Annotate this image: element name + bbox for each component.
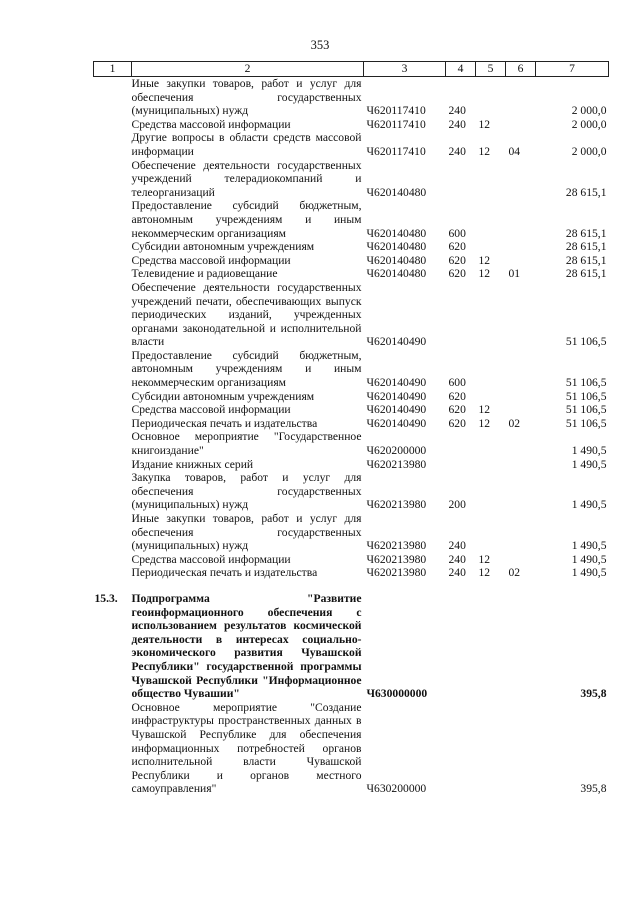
- row-number: [94, 281, 132, 349]
- row-col-5: 12: [478, 566, 491, 580]
- row-col-4: 240: [448, 117, 466, 131]
- row-amount: 2 000,0: [571, 144, 607, 158]
- row-col-6: 01: [508, 267, 521, 281]
- row-col-5: 12: [478, 403, 491, 417]
- row-name: Предоставление субсидий бюджетным, автономным учреждениям и иным некоммерческим организациям: [131, 348, 362, 390]
- table-row: [94, 267, 609, 281]
- row-number: [94, 159, 132, 200]
- row-amount: 51 106,5: [565, 376, 607, 390]
- row-name: Периодическая печать и издательства: [131, 416, 318, 430]
- row-amount: 2 000,0: [571, 117, 607, 131]
- row-col-4: [446, 159, 476, 200]
- table-row: [94, 349, 609, 390]
- spacer-row: [94, 580, 609, 592]
- row-number: [94, 77, 132, 118]
- row-number: [94, 199, 132, 240]
- row-code: Ч620140480: [366, 240, 427, 254]
- row-name: Средства массовой информации: [131, 552, 291, 566]
- row-col-6: [506, 118, 536, 132]
- row-col-4: 240: [448, 104, 466, 118]
- row-name: Закупка товаров, работ и услуг для обеспечения государственных (муниципальных) нужд: [131, 471, 362, 512]
- row-col-5: [476, 430, 506, 457]
- table-row: [94, 512, 609, 553]
- row-number: [94, 701, 132, 796]
- row-name: Субсидии автономным учреждениям: [131, 389, 315, 403]
- row-col-5: [476, 458, 506, 472]
- row-name: Иные закупки товаров, работ и услуг для обеспечения государственных (муниципальных) нужд: [131, 77, 362, 118]
- row-number: [94, 349, 132, 390]
- row-col-5: [476, 77, 506, 118]
- row-col-6: [506, 240, 536, 254]
- row-amount: 1 490,5: [571, 539, 607, 553]
- row-col-6: [506, 458, 536, 472]
- row-amount: 2 000,0: [571, 104, 607, 118]
- row-col-5: [476, 349, 506, 390]
- row-col-5: [476, 701, 506, 796]
- page-number: 353: [310, 38, 330, 52]
- row-number: [94, 390, 132, 404]
- row-col-6: [506, 403, 536, 417]
- row-col-5: [476, 159, 506, 200]
- row-amount: 1 490,5: [571, 566, 607, 580]
- row-col-6: [506, 430, 536, 457]
- table-row: [94, 240, 609, 254]
- row-name: Периодическая печать и издательства: [131, 566, 318, 580]
- row-col-6: [506, 390, 536, 404]
- row-amount: 1 490,5: [571, 444, 607, 458]
- table-row: [94, 199, 609, 240]
- row-amount: 28 615,1: [565, 226, 607, 240]
- row-col-5: [476, 390, 506, 404]
- row-col-5: [476, 240, 506, 254]
- table-row: [94, 281, 609, 349]
- row-col-4: 620: [448, 253, 466, 267]
- table-row: [94, 77, 609, 118]
- header-col-3: 3: [364, 62, 446, 77]
- row-name: Предоставление субсидий бюджетным, автономным учреждениям и иным некоммерческим организациям: [131, 199, 362, 240]
- table-row: [94, 131, 609, 158]
- row-number: [94, 254, 132, 268]
- row-col-5: 12: [478, 267, 491, 281]
- row-col-6: [506, 512, 536, 553]
- row-col-4: 620: [448, 240, 466, 254]
- row-number: [94, 118, 132, 132]
- row-col-4: [446, 430, 476, 457]
- row-col-6: [506, 77, 536, 118]
- row-amount: 28 615,1: [565, 240, 607, 254]
- row-number: [94, 417, 132, 431]
- row-amount: 51 106,5: [565, 389, 607, 403]
- row-number: [94, 512, 132, 553]
- row-col-6: [506, 281, 536, 349]
- row-col-4: 240: [448, 144, 466, 158]
- header-row: [94, 62, 609, 77]
- row-col-4: 200: [448, 498, 466, 512]
- row-amount: 28 615,1: [565, 185, 607, 199]
- row-amount: 395,8: [580, 782, 607, 796]
- row-code: Ч620140490: [366, 403, 427, 417]
- table-header: [94, 62, 609, 77]
- row-col-4: 240: [448, 539, 466, 553]
- row-number: [94, 553, 132, 567]
- row-code: Ч620117410: [366, 117, 426, 131]
- row-col-5: [476, 199, 506, 240]
- row-amount: 1 490,5: [571, 498, 607, 512]
- row-col-6: [506, 159, 536, 200]
- row-col-6: [506, 592, 536, 701]
- row-number: [94, 430, 132, 457]
- row-col-5: [476, 512, 506, 553]
- table-row: [94, 430, 609, 457]
- header-col-2: 2: [132, 62, 364, 77]
- row-name: Средства массовой информации: [131, 253, 291, 267]
- row-name: Субсидии автономным учреждениям: [131, 240, 315, 254]
- budget-table: [93, 61, 609, 796]
- row-code: Ч620140480: [366, 185, 427, 199]
- row-number: 15.3.: [94, 591, 118, 605]
- row-code: Ч620140490: [366, 416, 427, 430]
- row-col-6: [506, 349, 536, 390]
- row-code: Ч620213980: [366, 566, 427, 580]
- row-col-4: [446, 701, 476, 796]
- table-row: [94, 403, 609, 417]
- row-col-5: [476, 592, 506, 701]
- row-code: Ч620140490: [366, 376, 427, 390]
- row-number: [94, 267, 132, 281]
- table-row: [94, 471, 609, 512]
- row-col-4: [446, 281, 476, 349]
- row-code: Ч620117410: [366, 144, 426, 158]
- row-col-4: 620: [448, 389, 466, 403]
- row-col-5: [476, 281, 506, 349]
- row-name: Основное мероприятие "Создание инфраструктуры пространственных данных в Чувашской Республике для обеспечения информационных потребностей органов исполнительной власти Чувашской Республики и органов местного самоуправления": [131, 700, 362, 796]
- row-name: Подпрограмма "Развитие геоинформационного обеспечения с использованием результатов космической деятельности в интересах социально-экономического развития Чувашской Республики" государственной программы Чувашской Республики "Информационное общество Чувашии": [131, 591, 362, 701]
- row-number: [94, 471, 132, 512]
- row-code: Ч620140490: [366, 389, 427, 403]
- row-number: [94, 458, 132, 472]
- row-code: Ч620213980: [366, 498, 427, 512]
- header-col-6: 6: [506, 62, 536, 77]
- row-name: Средства массовой информации: [131, 117, 291, 131]
- row-col-6: [506, 254, 536, 268]
- row-amount: 51 106,5: [565, 403, 607, 417]
- row-col-5: 12: [478, 144, 491, 158]
- row-col-4: 600: [448, 376, 466, 390]
- row-col-4: [446, 592, 476, 701]
- row-code: Ч620117410: [366, 104, 426, 118]
- header-col-7: 7: [536, 62, 609, 77]
- spacer-cell: [94, 580, 609, 592]
- row-col-6: [506, 701, 536, 796]
- row-code: Ч630000000: [366, 687, 428, 701]
- header-col-1: 1: [94, 62, 132, 77]
- table-row: [94, 566, 609, 580]
- row-number: [94, 566, 132, 580]
- row-col-6: 02: [508, 566, 521, 580]
- row-col-4: 600: [448, 226, 466, 240]
- row-amount: 51 106,5: [565, 416, 607, 430]
- table-body: [94, 77, 609, 796]
- header-col-4: 4: [446, 62, 476, 77]
- row-code: Ч620200000: [366, 444, 427, 458]
- table-row: [94, 458, 609, 472]
- row-col-5: 12: [478, 552, 491, 566]
- table-row: [94, 390, 609, 404]
- row-name: Другие вопросы в области средств массовой информации: [131, 131, 362, 158]
- row-amount: 1 490,5: [571, 552, 607, 566]
- row-col-4: 240: [448, 552, 466, 566]
- row-amount: 1 490,5: [571, 457, 607, 471]
- row-code: Ч630200000: [366, 782, 427, 796]
- row-amount: 51 106,5: [565, 335, 607, 349]
- row-code: Ч620140490: [366, 335, 427, 349]
- row-number: [94, 240, 132, 254]
- table-row: [94, 417, 609, 431]
- row-amount: 28 615,1: [565, 267, 607, 281]
- row-name: Обеспечение деятельности государственных учреждений печати, обеспечивающих выпуск периодических изданий, учрежденных органами законодательной и исполнительной власти: [131, 280, 362, 349]
- row-name: Телевидение и радиовещание: [131, 267, 278, 281]
- row-code: Ч620140480: [366, 226, 427, 240]
- row-name: Иные закупки товаров, работ и услуг для обеспечения государственных (муниципальных) нужд: [131, 512, 362, 553]
- row-name: Издание книжных серий: [131, 457, 254, 471]
- header-col-5: 5: [476, 62, 506, 77]
- row-col-6: 02: [508, 416, 521, 430]
- row-number: [94, 403, 132, 417]
- table-row: [94, 701, 609, 796]
- row-col-6: [506, 471, 536, 512]
- row-name: Основное мероприятие "Государственное книгоиздание": [131, 430, 362, 458]
- table-row: [94, 553, 609, 567]
- row-name: Обеспечение деятельности государственных учреждений телерадиокомпаний и телеорганизаций: [131, 158, 362, 199]
- row-amount: 395,8: [580, 687, 607, 701]
- row-col-4: 620: [448, 416, 466, 430]
- row-col-5: 12: [478, 253, 491, 267]
- row-code: Ч620213980: [366, 457, 427, 471]
- row-col-6: [506, 553, 536, 567]
- row-col-4: 240: [448, 566, 466, 580]
- row-col-4: 620: [448, 403, 466, 417]
- row-col-5: 12: [478, 117, 491, 131]
- row-col-4: 620: [448, 267, 466, 281]
- row-number: [94, 131, 132, 158]
- table-row: [94, 254, 609, 268]
- row-amount: 28 615,1: [565, 253, 607, 267]
- row-code: Ч620213980: [366, 539, 427, 553]
- row-code: Ч620213980: [366, 552, 427, 566]
- row-code: Ч620140480: [366, 253, 427, 267]
- row-col-4: [446, 458, 476, 472]
- row-name: Средства массовой информации: [131, 403, 291, 417]
- row-col-5: [476, 471, 506, 512]
- table-row: [94, 118, 609, 132]
- table-row: [94, 592, 609, 701]
- row-col-6: [506, 199, 536, 240]
- row-col-6: 04: [508, 144, 521, 158]
- row-col-5: 12: [478, 416, 491, 430]
- table-row: [94, 159, 609, 200]
- row-code: Ч620140480: [366, 267, 427, 281]
